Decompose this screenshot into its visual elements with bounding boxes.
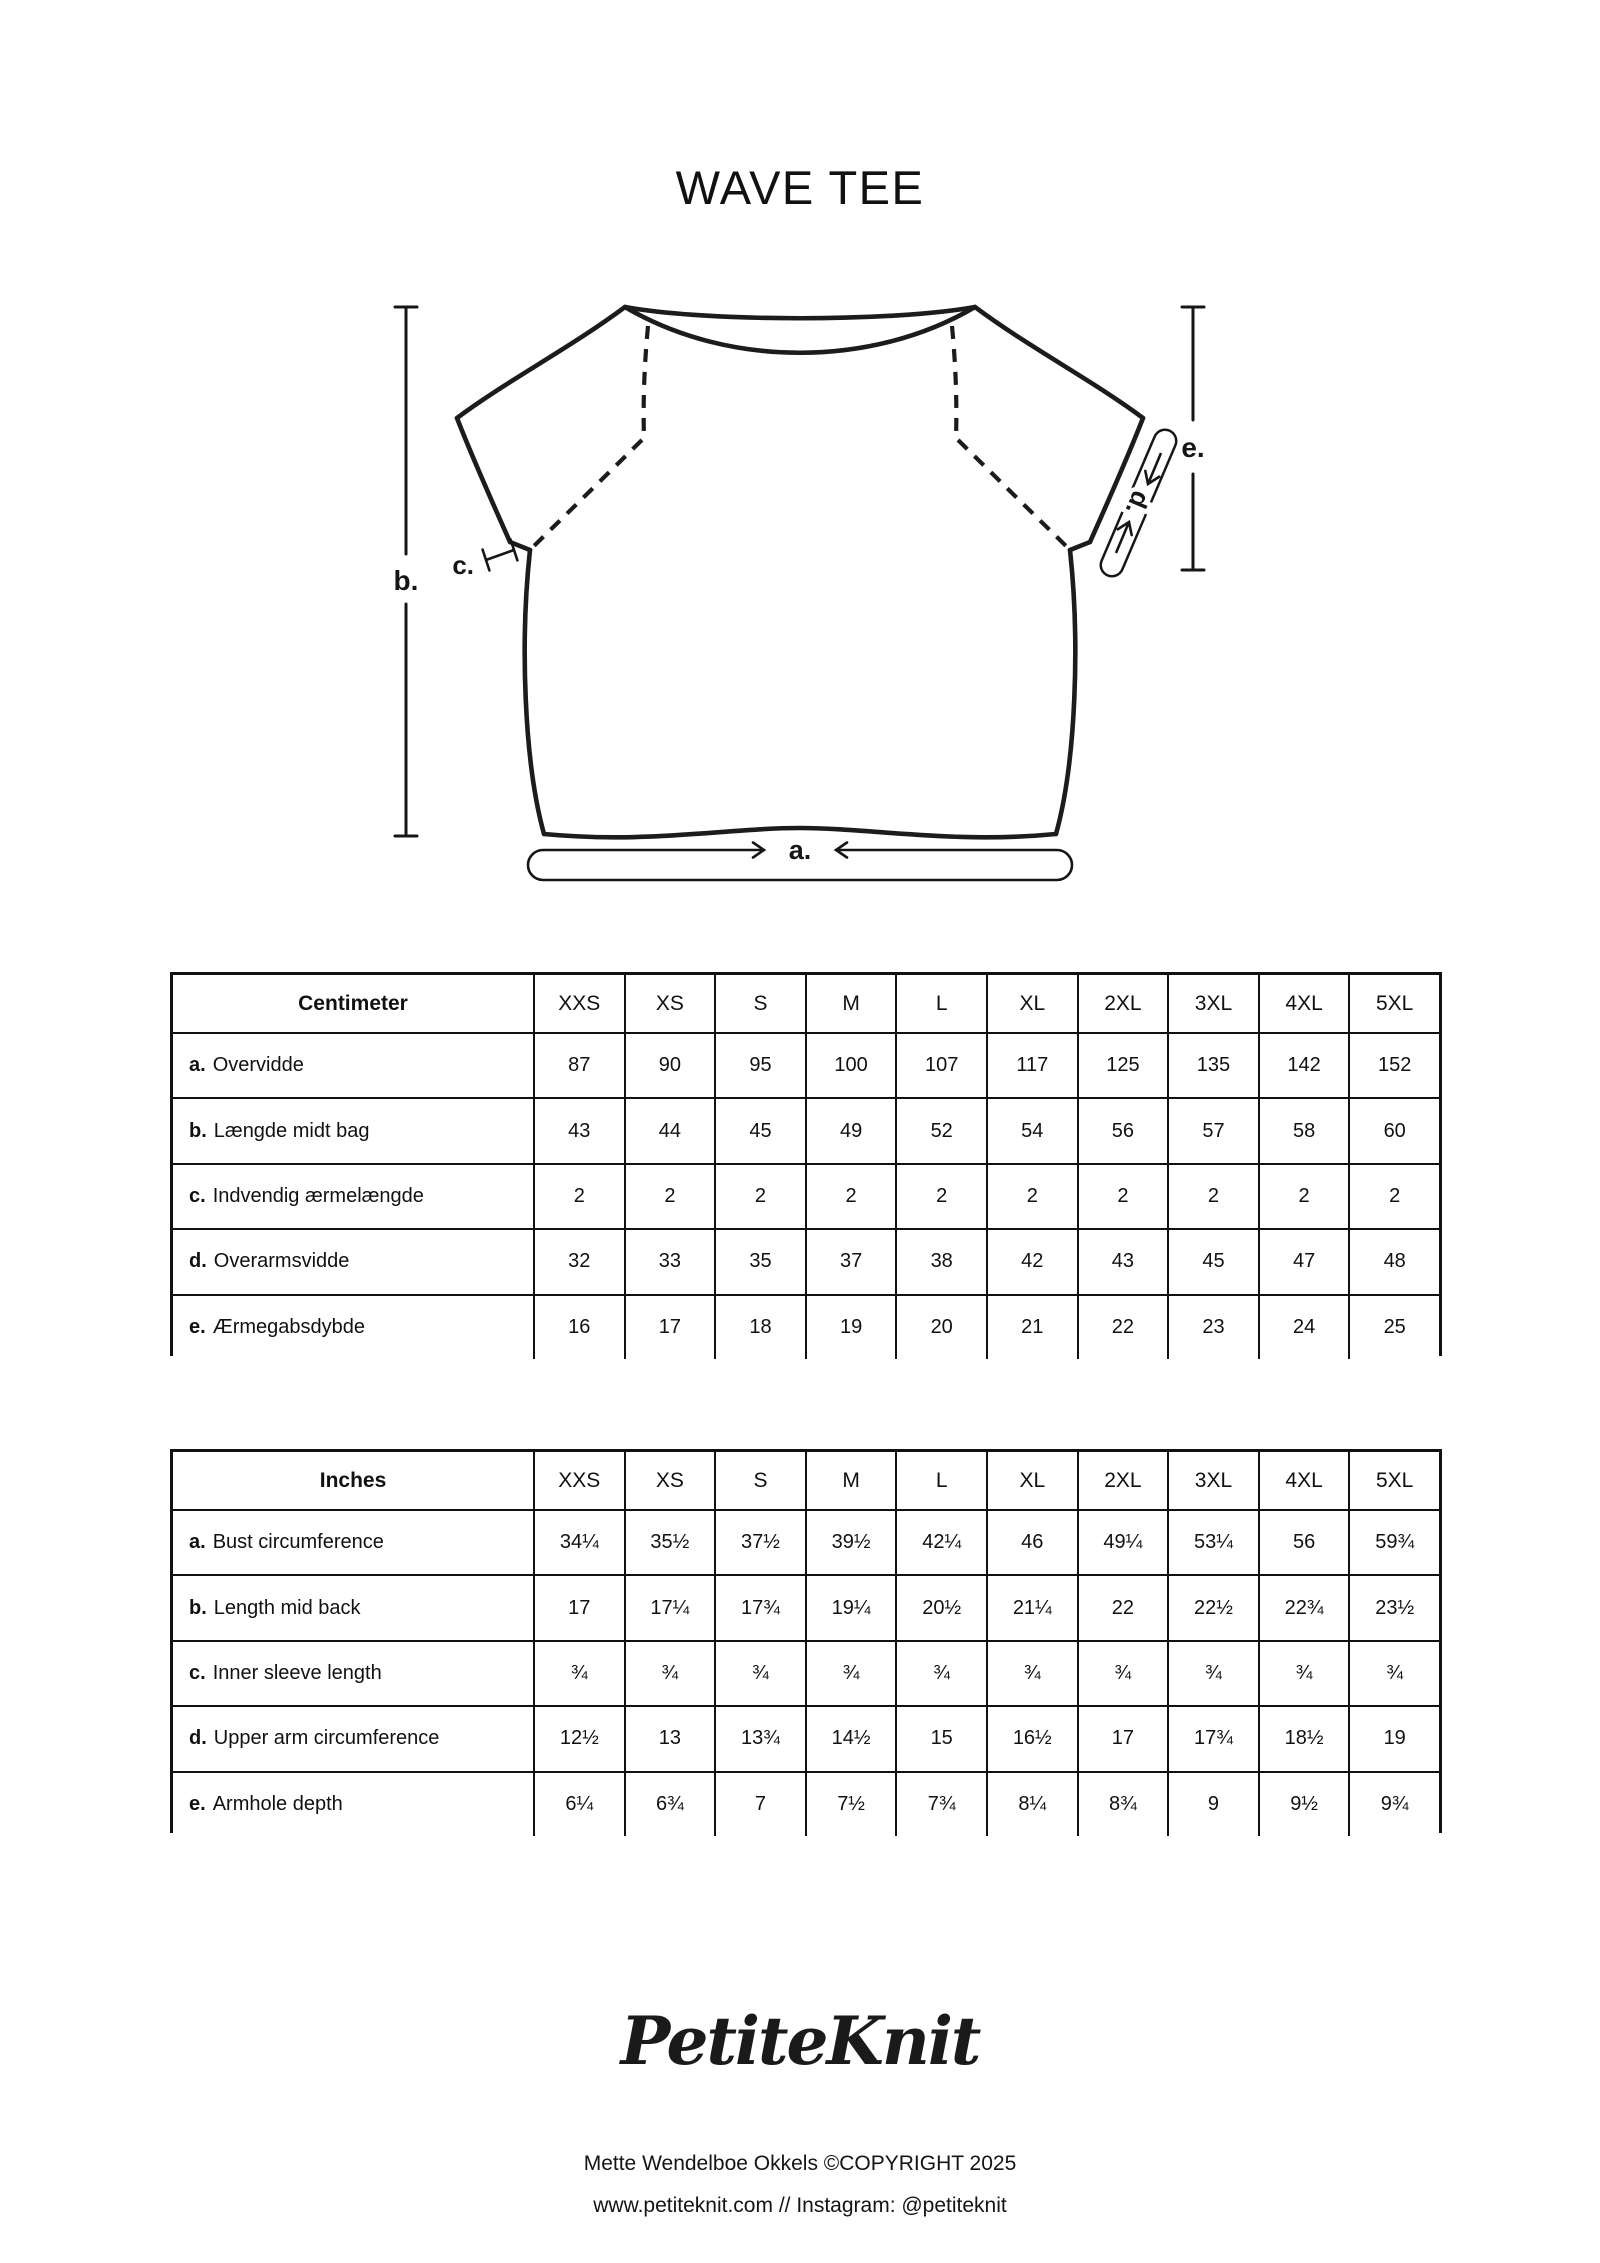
measure-value-cell: ¾ <box>533 1640 624 1705</box>
measure-value-cell: 49¼ <box>1077 1509 1168 1574</box>
measure-letter: e. <box>189 1792 206 1815</box>
measure-value-cell: 57 <box>1167 1097 1258 1162</box>
measure-label-cell <box>173 1574 533 1639</box>
measure-value-cell: 38 <box>895 1228 986 1293</box>
measure-value-cell: ¾ <box>624 1640 715 1705</box>
measure-value-cell: 2 <box>1167 1163 1258 1228</box>
measure-name: Overarmsvidde <box>213 1250 350 1273</box>
measure-value-cell: 107 <box>895 1032 986 1097</box>
size-header-cell: XS <box>624 1452 715 1509</box>
measure-label-cell <box>173 1228 533 1293</box>
measure-value-cell: 35 <box>714 1228 805 1293</box>
measure-value-cell: ¾ <box>986 1640 1077 1705</box>
measure-name: Længde midt bag <box>213 1119 370 1142</box>
measure-value-cell: 22½ <box>1167 1574 1258 1639</box>
measure-name: Inner sleeve length <box>212 1661 382 1684</box>
unit-header-cell: Inches <box>173 1452 533 1509</box>
measure-name: Indvendig ærmelængde <box>212 1184 424 1207</box>
measure-value-cell: 2 <box>1258 1163 1349 1228</box>
size-header-cell: S <box>714 1452 805 1509</box>
measure-value-cell: 2 <box>805 1163 896 1228</box>
measure-value-cell: 48 <box>1348 1228 1439 1293</box>
measure-value-cell: 15 <box>895 1705 986 1770</box>
copyright-text: Mette Wendelboe Okkels ©COPYRIGHT 2025 <box>583 2152 1017 2175</box>
size-header-cell: S <box>714 975 805 1032</box>
measure-value-cell: 17¾ <box>714 1574 805 1639</box>
measure-label-cell <box>173 1294 533 1359</box>
size-header-cell: M <box>805 1452 896 1509</box>
measure-letter: b. <box>189 1119 207 1142</box>
size-header-cell: 5XL <box>1348 1452 1439 1509</box>
measure-value-cell: 45 <box>1167 1228 1258 1293</box>
measure-value-cell: 25 <box>1348 1294 1439 1359</box>
measure-value-cell: 19 <box>805 1294 896 1359</box>
measure-value-cell: 32 <box>533 1228 624 1293</box>
measure-value-cell: 90 <box>624 1032 715 1097</box>
measure-value-cell: ¾ <box>805 1640 896 1705</box>
measure-value-cell: 9½ <box>1258 1771 1349 1836</box>
size-header-cell: 2XL <box>1077 975 1168 1032</box>
measure-name: Length mid back <box>213 1596 361 1619</box>
measure-value-cell: 49 <box>805 1097 896 1162</box>
measure-label-d: d. <box>1119 486 1157 520</box>
measure-value-cell: 13¾ <box>714 1705 805 1770</box>
measure-value-cell: 87 <box>533 1032 624 1097</box>
measure-value-cell: 18 <box>714 1294 805 1359</box>
measure-value-cell: 8¾ <box>1077 1771 1168 1836</box>
size-header-cell: XL <box>986 1452 1077 1509</box>
size-header-cell: 3XL <box>1167 975 1258 1032</box>
measure-value-cell: 42¼ <box>895 1509 986 1574</box>
measure-label-b: b. <box>393 565 419 596</box>
measure-value-cell: ¾ <box>1077 1640 1168 1705</box>
measure-value-cell: 17¼ <box>624 1574 715 1639</box>
measure-value-cell: 2 <box>1348 1163 1439 1228</box>
measure-name: Ærmegabsdybde <box>212 1315 365 1338</box>
measure-value-cell: 35½ <box>624 1509 715 1574</box>
tshirt-outline <box>457 307 1143 837</box>
measure-name: Armhole depth <box>212 1792 343 1815</box>
measure-value-cell: 46 <box>986 1509 1077 1574</box>
measure-letter: d. <box>189 1250 207 1273</box>
measure-value-cell: 22¾ <box>1258 1574 1349 1639</box>
measure-label-a: a. <box>788 835 812 865</box>
measure-value-cell: 56 <box>1258 1509 1349 1574</box>
measure-value-cell: 2 <box>624 1163 715 1228</box>
upper-arm-measure-d <box>1112 441 1165 565</box>
measure-value-cell: 19¼ <box>805 1574 896 1639</box>
measure-label-cell <box>173 1163 533 1228</box>
measure-value-cell: 9 <box>1167 1771 1258 1836</box>
measure-value-cell: 34¼ <box>533 1509 624 1574</box>
measure-value-cell: 54 <box>986 1097 1077 1162</box>
measure-value-cell: 2 <box>714 1163 805 1228</box>
measure-letter: b. <box>189 1596 207 1619</box>
size-header-cell: 4XL <box>1258 975 1349 1032</box>
page-title: WAVE TEE <box>675 161 925 214</box>
measure-label-cell <box>173 1640 533 1705</box>
measure-value-cell: 20 <box>895 1294 986 1359</box>
measure-letter: a. <box>189 1531 206 1554</box>
measure-value-cell: 22 <box>1077 1574 1168 1639</box>
measure-label-cell <box>173 1771 533 1836</box>
measure-value-cell: 24 <box>1258 1294 1349 1359</box>
size-header-cell: M <box>805 975 896 1032</box>
measure-value-cell: 43 <box>1077 1228 1168 1293</box>
measure-value-cell: 18½ <box>1258 1705 1349 1770</box>
website-text: www.petiteknit.com // Instagram: @petiteknit <box>593 2194 1007 2217</box>
measure-value-cell: 6¼ <box>533 1771 624 1836</box>
size-header-cell: 5XL <box>1348 975 1439 1032</box>
measure-value-cell: 17 <box>624 1294 715 1359</box>
tshirt-schematic <box>348 252 1248 902</box>
measure-value-cell: 23½ <box>1348 1574 1439 1639</box>
measure-value-cell: 2 <box>895 1163 986 1228</box>
centimeter-size-table <box>170 972 1442 1356</box>
measure-value-cell: 17 <box>533 1574 624 1639</box>
measure-value-cell: 43 <box>533 1097 624 1162</box>
measure-value-cell: ¾ <box>895 1640 986 1705</box>
measure-value-cell: 47 <box>1258 1228 1349 1293</box>
size-header-cell: XXS <box>533 975 624 1032</box>
measure-value-cell: 12½ <box>533 1705 624 1770</box>
measure-value-cell: 39½ <box>805 1509 896 1574</box>
measure-value-cell: 37½ <box>714 1509 805 1574</box>
measure-value-cell: 21 <box>986 1294 1077 1359</box>
measure-value-cell: 17 <box>1077 1705 1168 1770</box>
measure-name: Bust circumference <box>212 1531 384 1554</box>
measure-value-cell: ¾ <box>1167 1640 1258 1705</box>
raglan-dashed-lines <box>534 326 1066 546</box>
measure-label-cell <box>173 1509 533 1574</box>
measure-value-cell: 2 <box>533 1163 624 1228</box>
measure-value-cell: 44 <box>624 1097 715 1162</box>
measure-label-cell <box>173 1097 533 1162</box>
size-header-cell: 4XL <box>1258 1452 1349 1509</box>
measure-value-cell: 53¼ <box>1167 1509 1258 1574</box>
measure-value-cell: 95 <box>714 1032 805 1097</box>
measure-value-cell: 59¾ <box>1348 1509 1439 1574</box>
measure-value-cell: 100 <box>805 1032 896 1097</box>
measure-label-cell <box>173 1032 533 1097</box>
measure-label-c: c. <box>452 550 474 580</box>
measure-letter: e. <box>189 1315 206 1338</box>
size-header-cell: L <box>895 1452 986 1509</box>
size-header-cell: L <box>895 975 986 1032</box>
size-header-cell: XS <box>624 975 715 1032</box>
measure-letter: a. <box>189 1054 206 1077</box>
unit-header-cell: Centimeter <box>173 975 533 1032</box>
measure-value-cell: 23 <box>1167 1294 1258 1359</box>
measure-value-cell: ¾ <box>1258 1640 1349 1705</box>
measure-value-cell: 60 <box>1348 1097 1439 1162</box>
inner-sleeve-measure-c <box>483 540 518 571</box>
measure-value-cell: 7 <box>714 1771 805 1836</box>
measure-value-cell: 8¼ <box>986 1771 1077 1836</box>
measure-value-cell: 135 <box>1167 1032 1258 1097</box>
measure-value-cell: 58 <box>1258 1097 1349 1162</box>
measure-value-cell: 6¾ <box>624 1771 715 1836</box>
measure-value-cell: 9¾ <box>1348 1771 1439 1836</box>
measure-value-cell: 117 <box>986 1032 1077 1097</box>
measure-value-cell: 21¼ <box>986 1574 1077 1639</box>
measure-label-cell <box>173 1705 533 1770</box>
measure-label-e: e. <box>1181 432 1205 463</box>
measure-letter: d. <box>189 1727 207 1750</box>
measure-value-cell: ¾ <box>714 1640 805 1705</box>
measure-value-cell: 142 <box>1258 1032 1349 1097</box>
measure-value-cell: 45 <box>714 1097 805 1162</box>
measure-letter: c. <box>189 1661 206 1684</box>
measure-value-cell: 2 <box>1077 1163 1168 1228</box>
size-header-cell: XL <box>986 975 1077 1032</box>
measure-value-cell: 33 <box>624 1228 715 1293</box>
measure-value-cell: 16½ <box>986 1705 1077 1770</box>
measure-value-cell: 19 <box>1348 1705 1439 1770</box>
measure-letter: c. <box>189 1184 206 1207</box>
measure-name: Upper arm circumference <box>213 1727 440 1750</box>
measure-value-cell: 7¾ <box>895 1771 986 1836</box>
measure-value-cell: ¾ <box>1348 1640 1439 1705</box>
measure-value-cell: 22 <box>1077 1294 1168 1359</box>
measure-value-cell: 2 <box>986 1163 1077 1228</box>
measure-name: Overvidde <box>212 1054 304 1077</box>
measure-value-cell: 16 <box>533 1294 624 1359</box>
size-header-cell: 2XL <box>1077 1452 1168 1509</box>
measure-value-cell: 13 <box>624 1705 715 1770</box>
measure-value-cell: 42 <box>986 1228 1077 1293</box>
measure-value-cell: 37 <box>805 1228 896 1293</box>
measure-value-cell: 56 <box>1077 1097 1168 1162</box>
size-header-cell: XXS <box>533 1452 624 1509</box>
measure-value-cell: 20½ <box>895 1574 986 1639</box>
measure-value-cell: 7½ <box>805 1771 896 1836</box>
measure-value-cell: 17¾ <box>1167 1705 1258 1770</box>
petiteknit-logo: PetiteKnit <box>620 2002 980 2080</box>
inches-size-table <box>170 1449 1442 1833</box>
measure-value-cell: 125 <box>1077 1032 1168 1097</box>
measure-value-cell: 14½ <box>805 1705 896 1770</box>
size-header-cell: 3XL <box>1167 1452 1258 1509</box>
measure-value-cell: 52 <box>895 1097 986 1162</box>
measure-value-cell: 152 <box>1348 1032 1439 1097</box>
